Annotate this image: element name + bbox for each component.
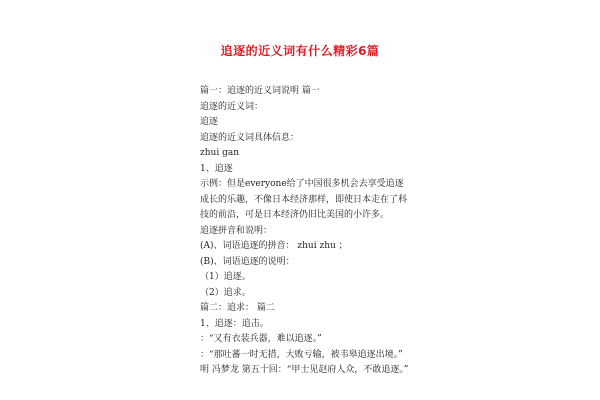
quote-line: 明 冯梦龙 第五十回：“甲士见赵府人众，不敢追逐。” [200,365,409,375]
text-line: (B)、词语追逐的说明： [200,256,295,267]
text-line: 1、追逐：追击。 [200,318,269,329]
section-heading-2: 篇二：追求： 篇二 [200,303,275,313]
text-line: （1）追逐。 [200,272,251,282]
quote-line: ：“那吐蕃一时无措，大败亏输，被韦皋追逐出境。” [200,349,403,360]
quote-line: ：“又有衣装兵器，难以追逐。” [200,334,322,344]
document-title: 追逐的近义词有什么精彩6篇 [220,44,380,58]
text-line: 追逐拼音和说明： [200,225,273,236]
section-heading-1: 篇一：追逐的近义词说明 篇一 [200,86,320,96]
text-line: 1、追逐 [200,163,233,174]
example-paragraph: 示例：但是everyone给了中国很多机会去享受追逐成长的乐趣，不像日本经济那样，即使日本走在了科技的前沿，可是日本经济仍旧比美国的小许多。 [200,179,408,220]
text-line: （2）追求。 [200,287,251,298]
text-line: 追逐 [200,117,219,127]
pinyin-line: zhui gan [200,148,239,158]
text-line: 追逐的近义词具体信息： [200,132,300,143]
text-line: 追逐的近义词： [200,101,264,112]
document-body [200,84,412,379]
text-line: (A)、词语追逐的拼音： zhui zhu ； [200,241,348,251]
